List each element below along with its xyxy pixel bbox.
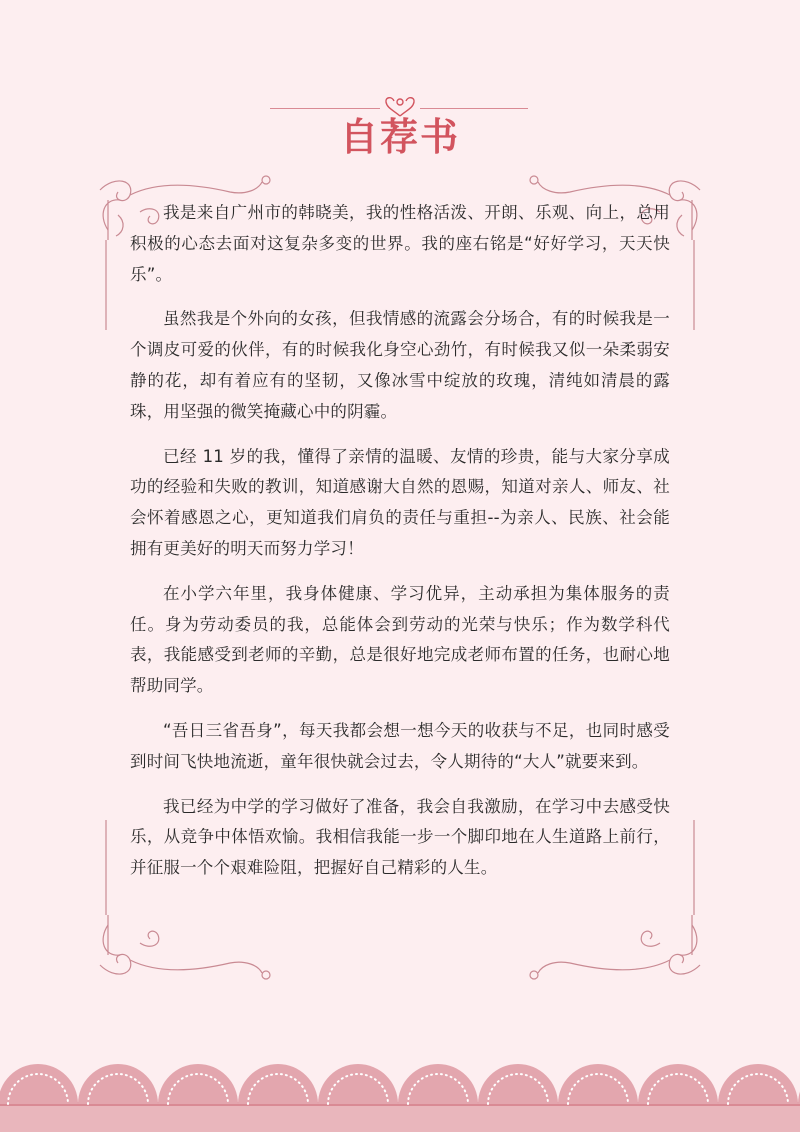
paragraph: 虽然我是个外向的女孩，但我情感的流露会分场合，有的时候我是一个调皮可爱的伙伴，有的时候我化身空心劲竹，有时候我又似一朵柔弱安静的花，却有着应有的坚韧，又像冰雪中绽放的玫瑰，清纯如清晨的露珠，用坚强的微笑掩藏心中的阴霾。 [130,309,670,421]
paragraph: “吾日三省吾身”，每天我都会想一想今天的收获与不足，也同时感受到时间飞快地流逝，童年很快就会过去，令人期待的“大人”就要来到。 [130,720,670,771]
paragraph: 在小学六年里，我身体健康、学习优异，主动承担为集体服务的责任。身为劳动委员的我，总能体会到劳动的光荣与快乐；作为数学科代表，我能感受到老师的辛勤，总是很好地完成老师布置的任务，也耐心地帮助同学。 [130,583,670,696]
bottom-scallop-border [0,1040,800,1132]
scallop-arc [638,1064,718,1104]
scallop-arc [78,1064,158,1104]
scallop-arc [238,1064,318,1104]
body-text [130,198,670,898]
scallop-arc [478,1064,558,1104]
corner-flourish-icon [530,915,700,979]
scallop-arc [158,1064,238,1104]
scallop-arc [398,1064,478,1104]
corner-flourish-icon [100,915,270,979]
scallop-arc [558,1064,638,1104]
scallop-arc [718,1064,798,1104]
page-title: 自荐书 [339,115,460,159]
scallop-arc [318,1064,398,1104]
paragraph: 我是来自广州市的韩晓美，我的性格活泼、开朗、乐观、向上，总用积极的心态去面对这复杂多变的世界。我的座右铭是“好好学习，天天快乐”。 [130,203,670,284]
title-area [0,90,800,160]
scallop-arc [0,1064,78,1104]
paragraph: 我已经为中学的学习做好了准备，我会自我激励，在学习中去感受快乐，从竞争中体悟欢愉。我相信我能一步一个脚印地在人生道路上前行，并征服一个个艰难险阻，把握好自己精彩的人生。 [130,796,670,878]
paragraph: 已经 11 岁的我，懂得了亲情的温暖、友情的珍贵，能与大家分享成功的经验和失败的教训，知道感谢大自然的恩赐，知道对亲人、师友、社会怀着感恩之心，更知道我们肩负的责任与重担--为亲人、民族、社会能拥有更美好的明天而努力学习！ [130,446,670,558]
